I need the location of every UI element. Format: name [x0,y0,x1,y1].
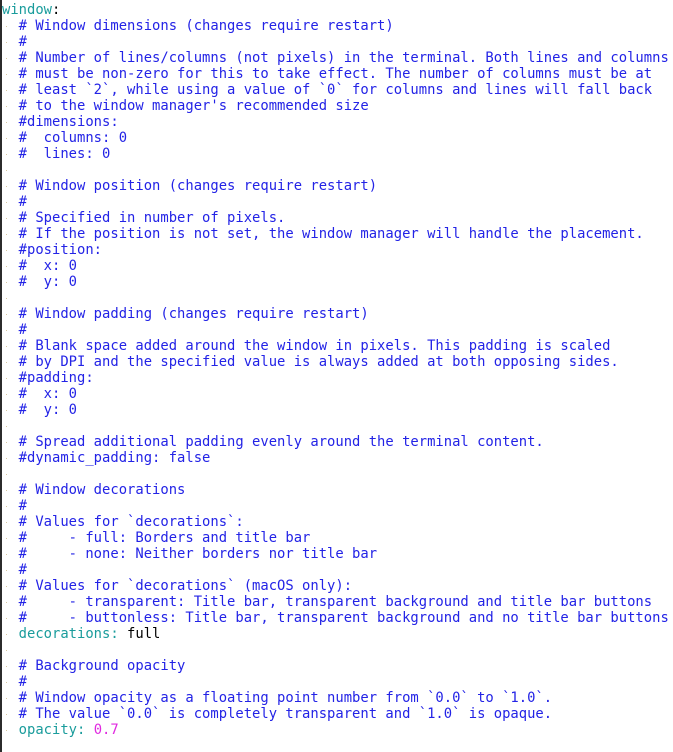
yaml-comment: # If the position is not set, the window manager will handle the placement. [18,226,644,242]
whitespace-marker [6,634,7,635]
yaml-comment: # y: 0 [18,274,78,290]
whitespace-marker [6,682,7,683]
whitespace-marker [6,394,7,395]
yaml-comment: #padding: [18,370,94,386]
code-line[interactable] [2,258,673,274]
indent [2,402,19,418]
indent [2,434,19,450]
whitespace-marker [6,522,7,523]
yaml-comment: # - full: Borders and title bar [18,530,311,546]
code-line[interactable] [2,50,673,66]
indent [2,338,19,354]
whitespace-marker [6,346,7,347]
code-lines[interactable] [2,2,673,738]
whitespace-marker [6,618,7,619]
indent [2,706,19,722]
code-line[interactable] [2,466,673,482]
whitespace-marker [6,730,7,731]
code-line[interactable] [2,194,673,210]
code-line[interactable] [2,226,673,242]
yaml-comment: # Number of lines/columns (not pixels) in the terminal. Both lines and columns [18,50,669,66]
code-line[interactable] [2,306,673,322]
whitespace-marker [6,186,7,187]
yaml-value: full [127,626,161,642]
yaml-comment: # - buttonless: Title bar, transparent background and no title bar buttons [18,610,669,626]
whitespace-marker [6,330,7,331]
whitespace-marker [6,458,7,459]
whitespace-marker [6,426,7,427]
code-line[interactable] [2,146,673,162]
whitespace-marker [6,282,7,283]
code-line[interactable] [2,66,673,82]
yaml-comment: # Background opacity [18,658,186,674]
code-line[interactable] [2,274,673,290]
indent [2,258,19,274]
indent [2,114,19,130]
code-line[interactable] [2,338,673,354]
yaml-key: window [2,2,53,18]
yaml-comment: # columns: 0 [18,130,128,146]
whitespace-marker [6,298,7,299]
whitespace-marker [6,26,7,27]
indent [2,722,19,738]
code-line[interactable] [2,354,673,370]
yaml-comment: # x: 0 [18,386,78,402]
yaml-comment: # least `2`, while using a value of `0` for columns and lines will fall back [18,82,653,98]
indent [2,674,19,690]
whitespace-marker [6,650,7,651]
whitespace-marker [6,442,7,443]
indent [2,450,19,466]
indent [2,546,19,562]
yaml-comment: # Blank space added around the window in pixels. This padding is scaled [18,338,611,354]
yaml-comment: # Values for `decorations` (macOS only): [18,578,353,594]
whitespace-marker [6,58,7,59]
code-line[interactable] [2,594,673,610]
whitespace-marker [6,122,7,123]
code-line[interactable] [2,162,673,178]
yaml-comment: # to the window manager's recommended size [18,98,369,114]
yaml-comment: # [18,34,28,50]
indent [2,658,19,674]
whitespace-marker [6,250,7,251]
whitespace-marker [6,314,7,315]
whitespace-marker [6,474,7,475]
whitespace-marker [6,154,7,155]
whitespace-marker [6,90,7,91]
indent [2,50,19,66]
yaml-comment: # [18,322,28,338]
yaml-comment: # Specified in number of pixels. [18,210,286,226]
whitespace-marker [6,170,7,171]
code-line[interactable] [2,418,673,434]
code-line[interactable] [2,658,673,674]
code-line[interactable] [2,434,673,450]
whitespace-marker [6,218,7,219]
indent [2,562,19,578]
code-line[interactable] [2,130,673,146]
whitespace-marker [6,266,7,267]
code-line[interactable] [2,18,673,34]
indent [2,34,19,50]
whitespace-marker [6,506,7,507]
yaml-comment: # lines: 0 [18,146,111,162]
code-line[interactable] [2,210,673,226]
yaml-comment: #position: [18,242,103,258]
yaml-comment: # y: 0 [18,402,78,418]
indent [2,482,19,498]
yaml-comment: # Window decorations [18,482,186,498]
code-line[interactable] [2,498,673,514]
yaml-comment: # - none: Neither borders nor title bar [18,546,378,562]
yaml-comment: # Spread additional padding evenly around the terminal content. [18,434,544,450]
indent [2,66,19,82]
code-line[interactable] [2,546,673,562]
whitespace-marker [6,586,7,587]
code-line[interactable] [2,514,673,530]
code-line[interactable] [2,722,673,738]
yaml-comment: # Window opacity as a floating point number from `0.0` to `1.0`. [18,690,553,706]
yaml-key: : [77,722,94,738]
code-line[interactable] [2,674,673,690]
code-line[interactable] [2,642,673,658]
code-line[interactable] [2,386,673,402]
indent [2,178,19,194]
yaml-number: 0.7 [93,722,119,738]
whitespace-marker [6,362,7,363]
yaml-key: decorations [18,626,111,642]
yaml-comment: # [18,562,28,578]
indent [2,82,19,98]
indent [2,18,19,34]
code-line[interactable] [2,370,673,386]
whitespace-marker [6,42,7,43]
code-line[interactable] [2,706,673,722]
code-line[interactable] [2,82,673,98]
code-line[interactable] [2,98,673,114]
indent [2,610,19,626]
code-line[interactable] [2,242,673,258]
code-line[interactable] [2,402,673,418]
code-line[interactable] [2,610,673,626]
indent [2,322,19,338]
indent [2,98,19,114]
code-line[interactable] [2,578,673,594]
yaml-comment: # x: 0 [18,258,78,274]
yaml-key: opacity [18,722,78,738]
yaml-comment: # [18,498,28,514]
code-line[interactable] [2,178,673,194]
code-line[interactable] [2,322,673,338]
indent [2,578,19,594]
whitespace-marker [6,602,7,603]
code-line[interactable] [2,2,673,18]
yaml-comment: # Window dimensions (changes require restart) [18,18,394,34]
code-line[interactable] [2,626,673,642]
yaml-comment: # must be non-zero for this to take effect. The number of columns must be at [18,66,653,82]
yaml-comment: # Values for `decorations`: [18,514,244,530]
whitespace-marker [6,378,7,379]
code-line[interactable] [2,690,673,706]
yaml-comment: # The value `0.0` is completely transparent and `1.0` is opaque. [18,706,553,722]
whitespace-marker [6,714,7,715]
yaml-comment: #dimensions: [18,114,119,130]
whitespace-marker [6,570,7,571]
whitespace-marker [6,74,7,75]
whitespace-marker [6,538,7,539]
indent [2,354,19,370]
indent [2,210,19,226]
whitespace-marker [6,666,7,667]
yaml-comment: # Window position (changes require restart) [18,178,378,194]
yaml-comment: # Window padding (changes require restart) [18,306,369,322]
yaml-comment: # [18,674,28,690]
indent [2,226,19,242]
whitespace-marker [6,698,7,699]
indent [2,594,19,610]
code-line[interactable] [2,530,673,546]
indent [2,626,19,642]
yaml-comment: # - transparent: Title bar, transparent background and title bar buttons [18,594,653,610]
indent [2,306,19,322]
indent [2,194,19,210]
indent [2,146,19,162]
indent [2,498,19,514]
code-line[interactable] [2,34,673,50]
indent [2,530,19,546]
whitespace-marker [6,202,7,203]
code-line[interactable] [2,562,673,578]
code-line[interactable] [2,482,673,498]
yaml-punctuation: : [52,2,61,18]
code-line[interactable] [2,450,673,466]
yaml-key: : [110,626,128,642]
whitespace-marker [6,490,7,491]
indent [2,274,19,290]
code-line[interactable] [2,290,673,306]
indent [2,386,19,402]
indent [2,370,19,386]
whitespace-marker [6,234,7,235]
whitespace-marker [6,138,7,139]
indent [2,514,19,530]
indent [2,130,19,146]
indent [2,690,19,706]
indent [2,242,19,258]
code-line[interactable] [2,114,673,130]
yaml-comment: #dynamic_padding: false [18,450,211,466]
yaml-comment: # by DPI and the specified value is always added at both opposing sides. [18,354,619,370]
whitespace-marker [6,410,7,411]
whitespace-marker [6,106,7,107]
whitespace-marker [6,554,7,555]
yaml-comment: # [18,194,28,210]
